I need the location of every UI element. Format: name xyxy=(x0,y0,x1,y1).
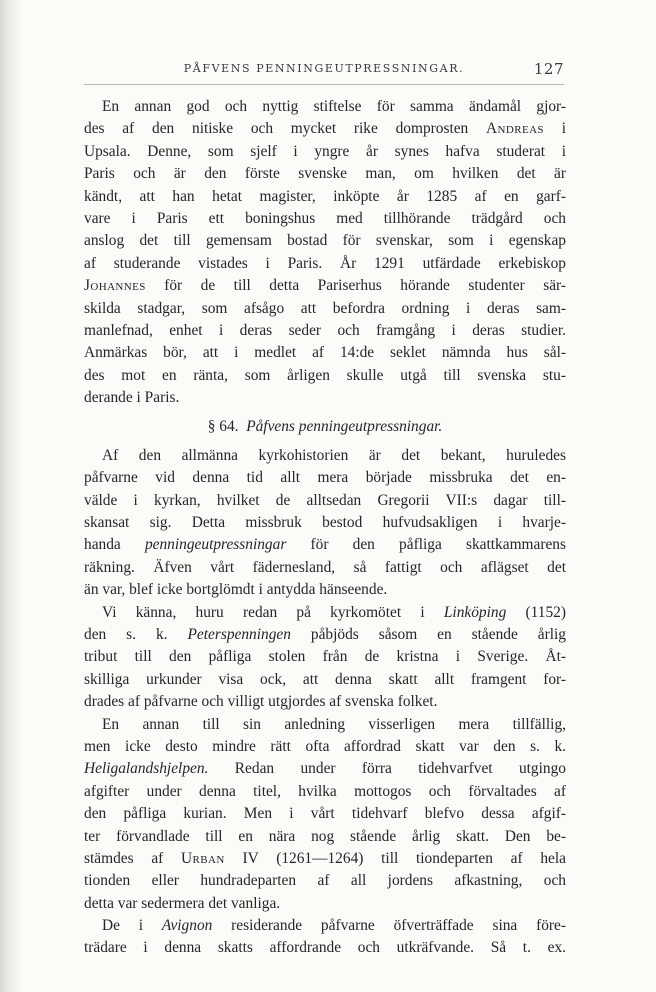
text-line: Heligalandshjelpen. Redan under förra tidehvarfvet utgingo xyxy=(84,760,566,778)
text-line: tribut till den påfliga stolen från de kristna i Sverige. Åt- xyxy=(84,648,566,666)
person-name: Urban xyxy=(181,849,225,867)
place-name: Avignon xyxy=(161,917,213,935)
text-line: påfvarne vid denna tid allt mera började missbruka det en- xyxy=(84,469,566,487)
text-line: detta var sedermera det vanliga. xyxy=(84,894,281,912)
page-binding-shadow xyxy=(0,0,22,992)
text-line: Af den allmänna kyrkohistorien är det bekant, huruledes xyxy=(102,446,566,464)
paragraph xyxy=(84,445,566,602)
paragraph xyxy=(84,96,566,409)
person-name: Johannes xyxy=(84,277,146,295)
text-line: De i Avignon residerande påfvarne öfverträffade sina före- xyxy=(102,917,566,935)
text-line: skilda stadgar, som afsågo att befordra ordning i deras sam- xyxy=(84,299,566,317)
running-title: PÅFVENS PENNINGEUTPRESSNINGAR. xyxy=(183,62,465,75)
section-title: Påfvens penningeutpressningar. xyxy=(246,418,443,436)
text-line: tionden eller hundradeparten af all jordens afkastning, och xyxy=(84,872,566,890)
text-line: räkning. Äfven vårt fädernesland, så fattigt och aflägset det xyxy=(84,558,566,576)
place-name: Linköping xyxy=(443,603,507,621)
emphasis: Peterspenningen xyxy=(187,625,291,643)
emphasis: Heligalandshjelpen. xyxy=(84,760,209,778)
paragraph xyxy=(84,602,566,714)
text-line: Paris och är den förste svenske man, om hvilken det är xyxy=(84,165,566,183)
text-line: kändt, att han hetat magister, inköpte år 1285 af en garf- xyxy=(84,187,566,205)
text-line: trädare i denna skatts affordrande och utkräfvande. Så t. ex. xyxy=(84,939,566,957)
section-heading xyxy=(84,416,566,438)
text-line: än var, blef icke bortglömdt i antydda hänseende. xyxy=(84,581,388,599)
text-line: ter förvandlade till en nära nog stående årlig skatt. Den be- xyxy=(84,827,566,845)
text-line: handa penningeutpressningar för den påfliga skattkammarens xyxy=(84,536,566,554)
text-line: skansat sig. Detta missbruk bestod hufvudsakligen i hvarje- xyxy=(84,514,566,532)
text-line: skilliga urkunder visa ock, att denna skatt allt framgent for- xyxy=(84,670,566,688)
text-line: des af den nitiske och mycket rike domprosten Andreas i xyxy=(84,120,567,138)
text-line: anslog det till gemensam bostad för svenskar, som i egenskap xyxy=(84,232,566,250)
text-line: En annan god och nyttig stiftelse för samma ändamål gjor- xyxy=(102,98,566,115)
text-line: stämdes af Urban IV (1261—1264) till tiondeparten af hela xyxy=(84,849,566,867)
body-text xyxy=(84,96,566,960)
text-line: vare i Paris ett boningshus med tillhörande trädgård och xyxy=(84,209,566,227)
text-line: den s. k. Peterspenningen påbjöds såsom en stående årlig xyxy=(84,625,566,643)
person-name: Andreas xyxy=(486,120,544,138)
text-line: afgifter under denna titel, hvilka mottogos och förvaltades af xyxy=(84,782,566,800)
section-number: § 64. xyxy=(207,418,239,436)
text-line: Upsala. Denne, som sjelf i yngre år synes hafva studerat i xyxy=(84,142,566,160)
paragraph xyxy=(84,915,566,960)
paragraph xyxy=(84,714,566,916)
text-line: manlefnad, enhet i deras seder och framgång i deras studier. xyxy=(84,321,566,339)
text-line: välde i kyrkan, hvilket de alltsedan Gregorii VII:s dagar till- xyxy=(84,491,566,509)
text-line: Johannes för de till detta Pariserhus hörande studenter sär- xyxy=(84,277,566,295)
text-line: En annan till sin anledning visserligen mera tillfällig, xyxy=(102,715,566,733)
text-line: des mot en ränta, som årligen skulle utgå till svenska stu- xyxy=(84,366,566,384)
text-line: Vi känna, huru redan på kyrkomötet i Linköping (1152) xyxy=(102,603,566,621)
text-line: den påfliga kurian. Men i vårt tidehvarf blefvo dessa afgif- xyxy=(84,805,566,823)
emphasis: penningeutpressningar xyxy=(144,536,287,554)
header-rule xyxy=(84,84,564,85)
text-line: men icke desto mindre rätt ofta affordrad skatt var den s. k. xyxy=(84,737,566,755)
text-line: derande i Paris. xyxy=(84,389,180,407)
page-number: 127 xyxy=(533,60,564,78)
text-line: af studerande vistades i Paris. År 1291 utfärdade erkebiskop xyxy=(84,254,566,272)
text-line: drades af påfvarne och villigt utgjordes af svenska folket. xyxy=(84,693,438,711)
text-line: Anmärkas bör, att i medlet af 14:de seklet nämnda hus sål- xyxy=(84,344,566,362)
